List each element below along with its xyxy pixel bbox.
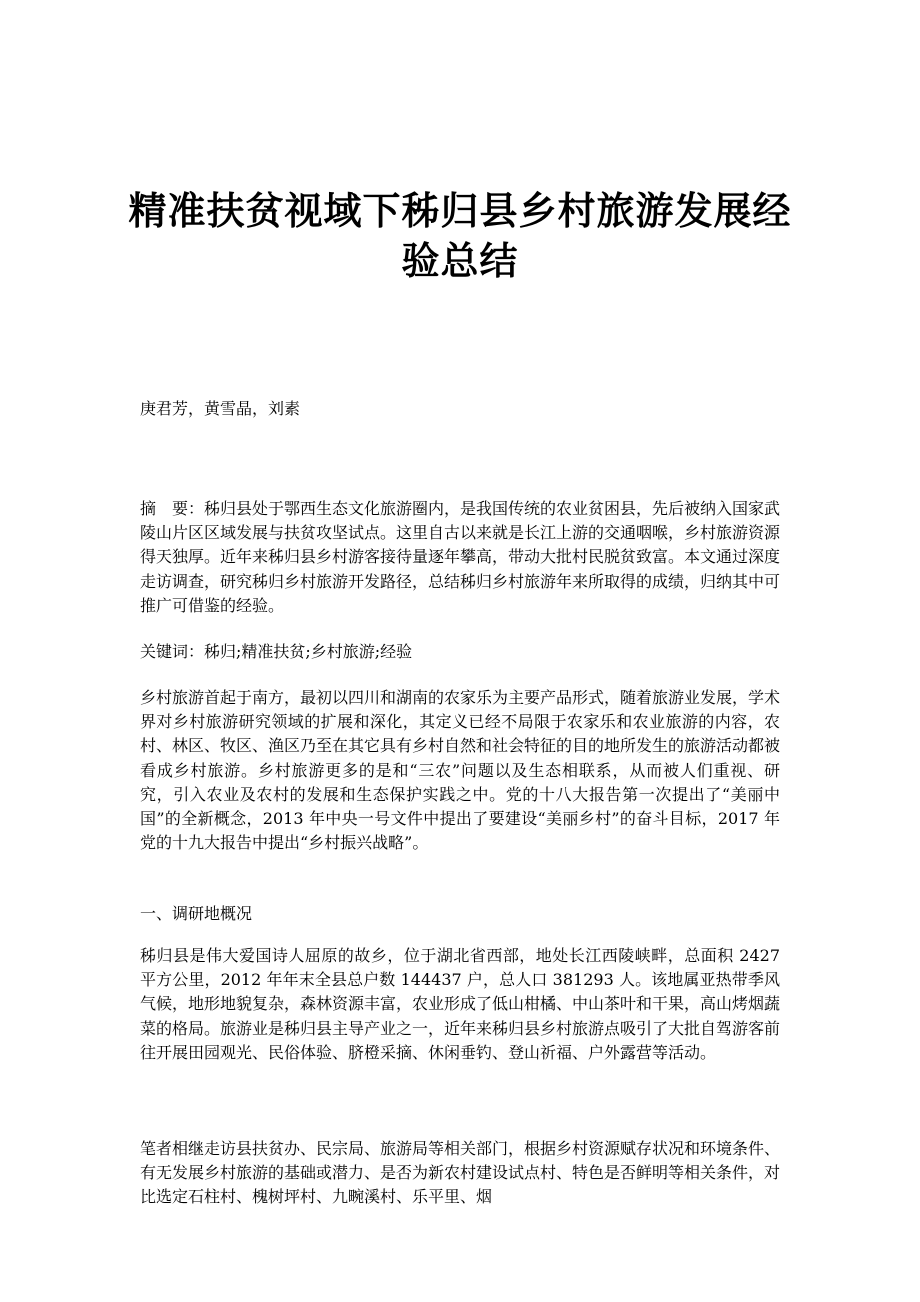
intro-paragraph: 乡村旅游首起于南方，最初以四川和湖南的农家乐为主要产品形式，随着旅游业发展，学术界对乡村旅游研究领域的扩展和深化，其定义已经不局限于农家乐和农业旅游的内容，农村、林区、牧区、渔区乃至在其它具有乡村自然和社会特征的目的地所发生的旅游活动都被看成乡村旅游。乡村旅游更多的是和“三农”问题以及生态相联系，从而被人们重视、研究，引入农业及农村的发展和生态保护实践之中。党的十八大报告第一次提出了“美丽中国”的全新概念，2013 年中央一号文件中提出了要建设“美丽乡村”的奋斗目标，2017 年党的十九大报告中提出“乡村振兴战略”。 bbox=[140, 688, 781, 853]
body-paragraph-2: 笔者相继走访县扶贫办、民宗局、旅游局等相关部门，根据乡村资源赋存状况和环境条件、有无发展乡村旅游的基础或潜力、是否为新农村建设试点村、特色是否鲜明等相关条件，对比选定石柱村、槐树坪村、九畹溪村、乐平里、烟 bbox=[140, 1139, 781, 1207]
keywords-line: 关键词：秭归;精准扶贫;乡村旅游;经验 bbox=[140, 642, 413, 661]
paper-title: 精准扶贫视域下秭归县乡村旅游发展经验总结 bbox=[128, 188, 792, 283]
paper-authors: 庚君芳，黄雪晶，刘素 bbox=[140, 399, 301, 418]
section-heading: 一、调研地概况 bbox=[140, 904, 253, 923]
abstract-paragraph: 摘 要：秭归县处于鄂西生态文化旅游圈内，是我国传统的农业贫困县，先后被纳入国家武陵山片区区域发展与扶贫攻坚试点。这里自古以来就是长江上游的交通咽喉，乡村旅游资源得天独厚。近年来秭归县乡村游客接待量逐年攀高，带动大批村民脱贫致富。本文通过深度走访调查，研究秭归乡村旅游开发路径，总结秭归乡村旅游年来所取得的成绩，归纳其中可推广可借鉴的经验。 bbox=[140, 499, 781, 615]
body-paragraph-1: 秭归县是伟大爱国诗人屈原的故乡，位于湖北省西部，地处长江西陵峡畔，总面积 2427 平方公里，2012 年年末全县总户数 144437 户，总人口 381293 人。该地属亚热带季风气候，地形地貌复杂，森林资源丰富，农业形成了低山柑橘、中山茶叶和干果，高山烤烟蔬菜的格局。旅游业是秭归县主导产业之一，近年来秭归县乡村旅游点吸引了大批自驾游客前往开展田园观光、民俗体验、脐橙采摘、休闲垂钓、登山祈福、户外露营等活动。 bbox=[140, 946, 781, 1062]
